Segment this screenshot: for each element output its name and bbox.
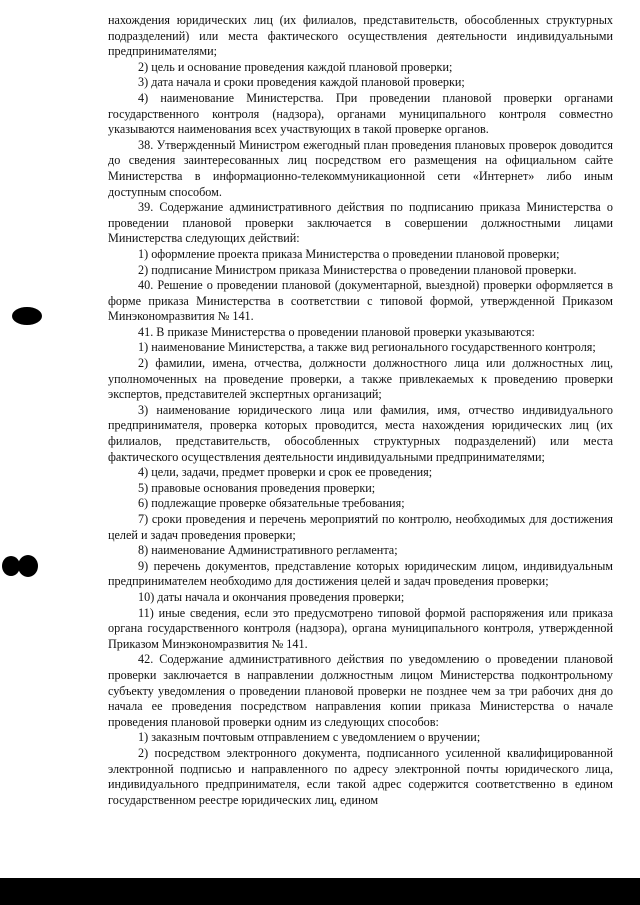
- paragraph: 10) даты начала и окончания проведения проверки;: [138, 589, 405, 604]
- paragraph: 8) наименование Административного регламента;: [138, 543, 398, 558]
- paragraph: 39. Содержание административного действия по подписанию приказа Министерства о проведении плановой проверки заключается в совершении должностными лицами Министерства следующих действий:: [108, 200, 613, 246]
- paragraph: 3) наименование юридического лица или фамилия, имя, отчество индивидуального предпринимателя, проверка которых проводится, места нахождения юридических лиц (их филиалов, представительств, обособленных структурных подразделений) или места фактического осуществления деятельности индивидуальными предпринимателями;: [108, 402, 613, 464]
- paragraph: 4) наименование Министерства. При проведении плановой проверки органами государственного контроля (надзора), органами муниципального контроля совместно указываются наименования всех участвующих в такой проверке органов.: [108, 90, 613, 137]
- paragraph: 38. Утвержденный Министром ежегодный план проведения плановых проверок доводится до сведения заинтересованных лиц посредством его размещения на официальном сайте Министерства в информационно-телекоммуникационной сети «Интернет» либо иным доступным способом.: [108, 137, 613, 199]
- paragraph: 9) перечень документов, представление которых юридическим лицом, индивидуальным предпринимателем необходимо для достижения целей и задач проведения проверки;: [108, 558, 613, 589]
- paragraph: 2) фамилии, имена, отчества, должности должностного лица или должностных лиц, уполномоченных на проведение проверки, а также привлекаемых к проведению проверки экспертов, представителей экспертных организаций;: [108, 356, 613, 402]
- paragraph: 2) посредством электронного документа, подписанного усиленной квалифицированной электронной подписью и направленного по адресу электронной почты юридического лица, индивидуального предпринимателя, если такой адрес содержится соответственно в едином государственном реестре юридических лиц, едином: [108, 745, 613, 807]
- paragraph: 2) цель и основание проведения каждой плановой проверки;: [138, 59, 453, 74]
- paragraph: 42. Содержание административного действия по уведомлению о проведении плановой проверки заключается в направлении должностным лицом Министерства подконтрольному субъекту уведомления о проведении плановой проверки не позднее чем за три рабочих дня до начала ее проведения посредством направления копии приказа Министерства о начале проведения плановой проверки одним из следующих способов:: [108, 652, 613, 729]
- paragraph: 6) подлежащие проверке обязательные требования;: [138, 496, 405, 511]
- paragraph: 41. В приказе Министерства о проведении плановой проверки указываются:: [138, 324, 535, 339]
- paragraph: 1) наименование Министерства, а также вид регионального государственного контроля;: [138, 340, 596, 355]
- scan-bottom-edge: [0, 878, 640, 905]
- paragraph: 3) дата начала и сроки проведения каждой плановой проверки;: [138, 75, 465, 90]
- paragraph: 5) правовые основания проведения проверки;: [138, 480, 376, 495]
- paragraph: нахождения юридических лиц (их филиалов, представительств, обособленных структурных подразделений) или места фактического осуществления деятельности индивидуальными предпринимателями;: [108, 13, 613, 59]
- paragraph: 40. Решение о проведении плановой (документарной, выездной) проверки оформляется в форме приказа Министерства в соответствии с типовой формой, утвержденной Приказом Минэкономразвития № 141.: [108, 278, 613, 324]
- paragraph: 1) заказным почтовым отправлением с уведомлением о вручении;: [138, 730, 481, 745]
- paragraph: 7) сроки проведения и перечень мероприятий по контролю, необходимых для достижения целей и задач проведения проверки;: [108, 512, 613, 542]
- paragraph: 4) цели, задачи, предмет проверки и срок ее проведения;: [138, 465, 433, 480]
- paragraph: 11) иные сведения, если это предусмотрено типовой формой распоряжения или приказа органа государственного контроля (надзора), органа муниципального контроля, утвержденной Приказом Минэкономразвития № 141.: [108, 605, 613, 651]
- punch-hole-upper: [12, 307, 42, 325]
- paragraph: 1) оформление проекта приказа Министерства о проведении плановой проверки;: [138, 246, 560, 261]
- document-page: [108, 13, 613, 808]
- punch-hole-lower-right: [18, 555, 38, 577]
- paragraph: 2) подписание Министром приказа Министерства о проведении плановой проверки.: [138, 262, 577, 277]
